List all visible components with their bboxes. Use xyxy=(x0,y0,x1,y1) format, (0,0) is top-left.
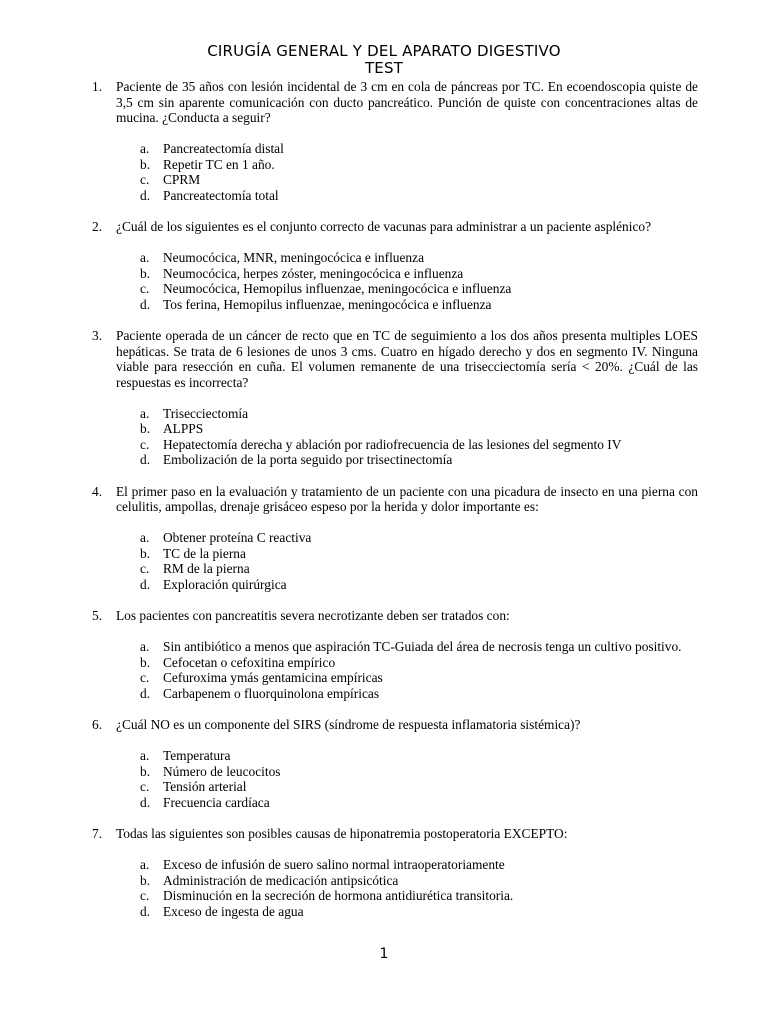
option-text: Cefocetan o cefoxitina empírico xyxy=(163,654,336,670)
answer-option xyxy=(140,872,698,889)
question-number: 3. xyxy=(92,328,103,343)
option-text: Trisecciectomía xyxy=(163,405,249,421)
option-text: Sin antibiótico a menos que aspiración TC-Guiada del área de necrosis tenga un cultivo positivo. xyxy=(163,639,682,654)
option-letter: c. xyxy=(140,888,150,903)
answer-option xyxy=(140,296,698,313)
option-letter: c. xyxy=(140,670,150,685)
option-letter: d. xyxy=(140,296,151,312)
answer-option xyxy=(140,436,698,453)
option-letter: b. xyxy=(140,156,151,172)
question-text: El primer paso en la evaluación y tratamiento de un paciente con una picadura de insecto en una pierna con celulitis, ampollas, drenaje grisáceo espeso por la herida y dolor importante es: xyxy=(116,483,698,514)
answer-option xyxy=(140,888,698,904)
option-letter: b. xyxy=(140,545,151,561)
option-letter: d. xyxy=(140,903,151,919)
option-letter: a. xyxy=(140,530,150,545)
question-item xyxy=(92,483,698,593)
answer-option xyxy=(140,452,698,468)
option-letter: a. xyxy=(140,250,150,265)
answer-option xyxy=(140,903,698,920)
answer-option xyxy=(140,748,698,764)
option-text: CPRM xyxy=(163,172,201,187)
option-letter: d. xyxy=(140,685,151,701)
option-letter: a. xyxy=(140,857,150,872)
option-text: RM de la pierna xyxy=(163,561,250,576)
answer-options xyxy=(140,250,698,312)
option-letter: d. xyxy=(140,452,151,467)
option-text: Exploración quirúrgica xyxy=(163,576,287,592)
option-letter: a. xyxy=(140,405,150,421)
answer-options xyxy=(140,530,698,592)
answer-option xyxy=(140,779,698,795)
question-text: ¿Cuál de los siguientes es el conjunto correcto de vacunas para administrar a un paciente asplénico? xyxy=(116,219,652,234)
option-text: Hepatectomía derecha y ablación por radiofrecuencia de las lesiones del segmento IV xyxy=(163,436,622,452)
question-item xyxy=(92,79,698,203)
answer-options xyxy=(140,405,698,468)
option-text: Exceso de infusión de suero salino normal intraoperatoriamente xyxy=(163,857,505,872)
question-item xyxy=(92,826,698,919)
option-text: Pancreatectomía total xyxy=(163,187,279,203)
question-text: Todas las siguientes son posibles causas de hiponatremia postoperatoria EXCEPTO: xyxy=(116,826,568,841)
option-letter: c. xyxy=(140,172,150,187)
option-letter: c. xyxy=(140,779,150,794)
answer-option xyxy=(140,561,698,577)
option-text: Neumocócica, MNR, meningocócica e influenza xyxy=(163,250,425,265)
option-letter: c. xyxy=(140,561,150,576)
document-title: CIRUGÍA GENERAL Y DEL APARATO DIGESTIVO xyxy=(207,42,561,60)
option-text: Obtener proteína C reactiva xyxy=(163,530,312,545)
option-letter: b. xyxy=(140,872,151,888)
answer-option xyxy=(140,545,698,562)
question-number: 4. xyxy=(92,483,103,499)
question-text: Los pacientes con pancreatitis severa necrotizante deben ser tratados con: xyxy=(116,608,510,623)
answer-option xyxy=(140,172,698,188)
option-letter: c. xyxy=(140,281,150,296)
option-letter: a. xyxy=(140,748,150,763)
option-text: Embolización de la porta seguido por trisectinectomía xyxy=(163,452,453,467)
answer-option xyxy=(140,857,698,873)
question-item xyxy=(92,608,698,701)
page-number: 1 xyxy=(379,946,389,962)
question-item xyxy=(92,219,698,312)
answer-option xyxy=(140,576,698,593)
question-item xyxy=(92,717,698,810)
option-text: Número de leucocitos xyxy=(163,763,281,779)
question-number: 5. xyxy=(92,608,103,623)
answer-option xyxy=(140,654,698,671)
option-text: Tos ferina, Hemopilus influenzae, meningocócica e influenza xyxy=(163,296,492,312)
question-text: Paciente operada de un cáncer de recto que en TC de seguimiento a los dos años presenta multiples LOES hepáticas. Se trata de 6 lesiones de unos 3 cms. Cuatro en hígado derecho y dos en segmento IV. Ninguna viable para resección en cuña. El volumen remanente de una trisecciectomía sería < 20%. ¿Cuál de las respuestas es incorrecta? xyxy=(116,328,698,390)
option-letter: b. xyxy=(140,421,151,436)
option-text: Carbapenem o fluorquinolona empíricas xyxy=(163,685,380,701)
answer-option xyxy=(140,670,698,686)
answer-option xyxy=(140,405,698,422)
option-text: Neumocócica, herpes zóster, meningocócica e influenza xyxy=(163,265,464,281)
option-text: Cefuroxima ymás gentamicina empíricas xyxy=(163,670,383,685)
question-number: 7. xyxy=(92,826,103,841)
option-text: Exceso de ingesta de agua xyxy=(163,903,304,919)
answer-option xyxy=(140,265,698,282)
option-text: TC de la pierna xyxy=(163,545,246,561)
answer-option xyxy=(140,250,698,266)
question-list xyxy=(0,79,768,919)
answer-options xyxy=(140,857,698,919)
option-letter: d. xyxy=(140,187,151,203)
option-letter: b. xyxy=(140,265,151,281)
answer-option xyxy=(140,187,698,204)
question-text: ¿Cuál NO es un componente del SIRS (síndrome de respuesta inflamatoria sistémica)? xyxy=(116,717,581,732)
answer-option xyxy=(140,763,698,780)
option-letter: b. xyxy=(140,763,151,779)
question-number: 2. xyxy=(92,219,103,234)
option-letter: d. xyxy=(140,794,151,810)
option-text: Frecuencia cardíaca xyxy=(163,794,270,810)
question-number: 6. xyxy=(92,717,103,732)
answer-options xyxy=(140,141,698,203)
option-text: ALPPS xyxy=(163,421,204,436)
answer-options xyxy=(140,639,698,701)
option-letter: d. xyxy=(140,576,151,592)
option-text: Temperatura xyxy=(163,748,231,763)
answer-option xyxy=(140,794,698,811)
document-subtitle: TEST xyxy=(364,59,404,77)
answer-option xyxy=(140,156,698,173)
answer-option xyxy=(140,421,698,437)
option-text: Tensión arterial xyxy=(163,779,247,794)
answer-option xyxy=(140,530,698,546)
option-text: Disminución en la secreción de hormona antidiurética transitoria. xyxy=(163,888,514,903)
answer-options xyxy=(140,748,698,810)
option-text: Repetir TC en 1 año. xyxy=(163,156,275,172)
answer-option xyxy=(140,141,698,157)
answer-option xyxy=(140,639,698,655)
question-item xyxy=(92,328,698,468)
option-letter: a. xyxy=(140,639,150,654)
option-text: Pancreatectomía distal xyxy=(163,141,284,156)
answer-option xyxy=(140,281,698,297)
question-number: 1. xyxy=(92,79,103,94)
question-text: Paciente de 35 años con lesión incidental de 3 cm en cola de páncreas por TC. En ecoendoscopia quiste de 3,5 cm sin aparente comunicación con ducto pancreático. Punción de quiste con concentraciones altas de mucina. ¿Conducta a seguir? xyxy=(116,79,698,125)
option-letter: c. xyxy=(140,436,150,452)
answer-option xyxy=(140,685,698,702)
option-letter: b. xyxy=(140,654,151,670)
option-text: Administración de medicación antipsicótica xyxy=(163,872,399,888)
option-text: Neumocócica, Hemopilus influenzae, meningocócica e influenza xyxy=(163,281,512,296)
option-letter: a. xyxy=(140,141,150,156)
